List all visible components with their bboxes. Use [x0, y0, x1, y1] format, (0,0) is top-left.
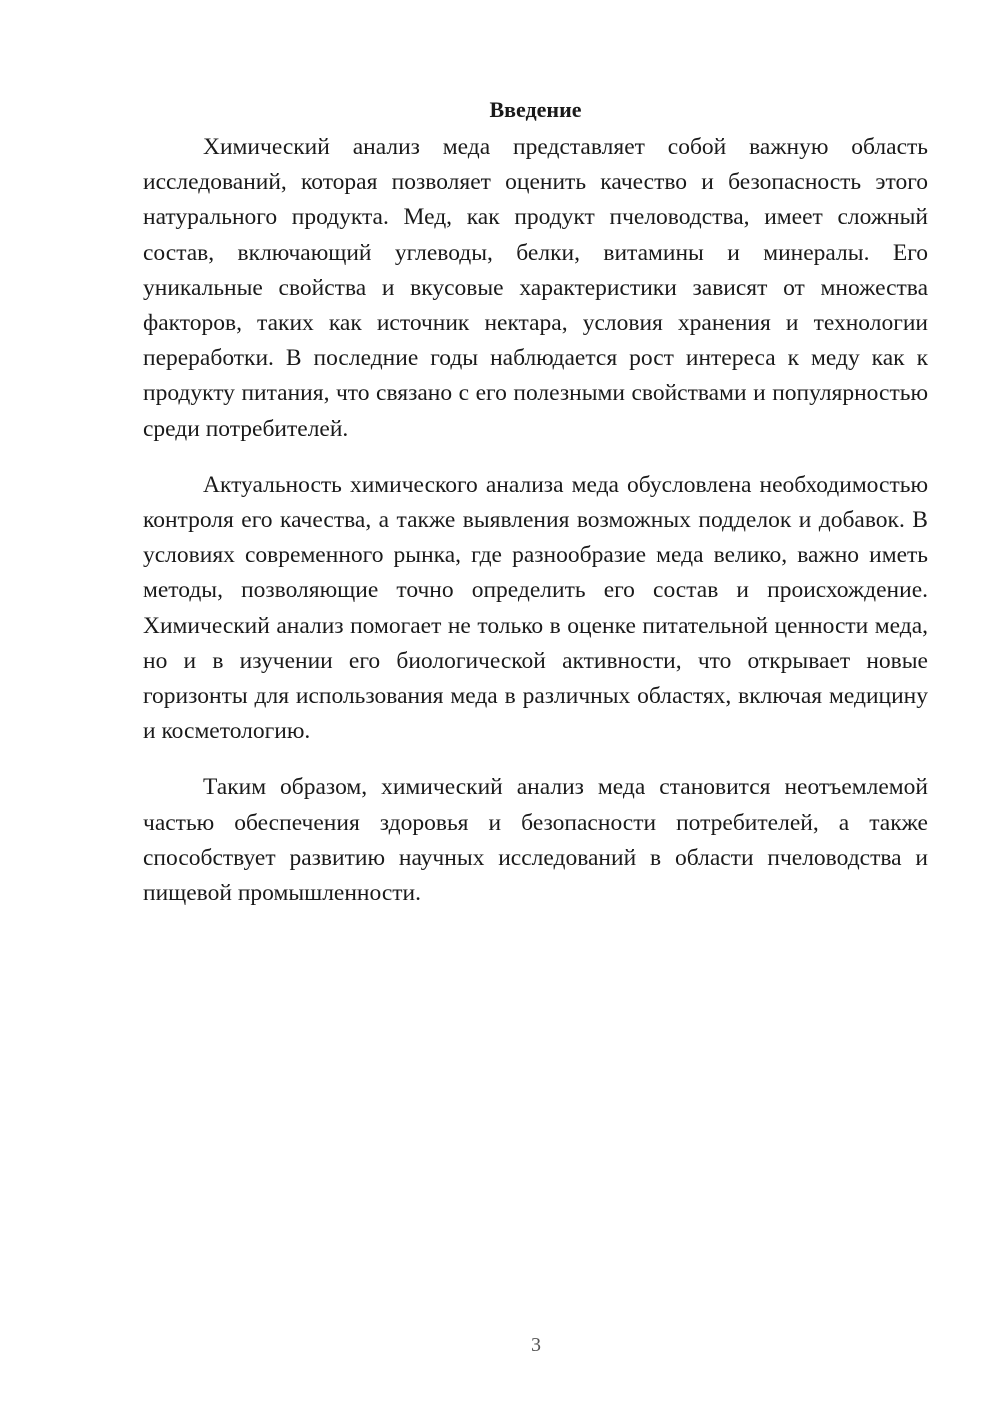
- section-heading: Введение: [489, 97, 582, 122]
- paragraph-conclusion: Таким образом, химический анализ меда становится неотъемлемой частью обеспечения здоровья и безопасности потребителей, а также способствует развитию научных исследований в области пчеловодства и пищевой промышленности.: [143, 774, 928, 907]
- page-number: 3: [531, 1334, 541, 1356]
- paragraph-intro: Химический анализ меда представляет собой важную область исследований, которая позволяет оценить качество и безопасность этого натурального продукта. Мед, как продукт пчеловодства, имеет сложный состав, включающий углеводы, белки, витамины и минералы. Его уникальные свойства и вкусовые характеристики зависят от множества факторов, таких как источник нектара, условия хранения и технологии переработки. В последние годы наблюдается рост интереса к меду как к продукту питания, что связано с его полезными свойствами и популярностью среди потребителей.: [143, 134, 928, 442]
- paragraph-relevance: Актуальность химического анализа меда обусловлена необходимостью контроля его качества, а также выявления возможных подделок и добавок. В условиях современного рынка, где разнообразие меда велико, важно иметь методы, позволяющие точно определить его состав и происхождение. Химический анализ помогает не только в оценке питательной ценности меда, но и в изучении его биологической активности, что открывает новые горизонты для использования меда в различных областях, включая медицину и косметологию.: [143, 471, 928, 745]
- page-content: [143, 92, 928, 932]
